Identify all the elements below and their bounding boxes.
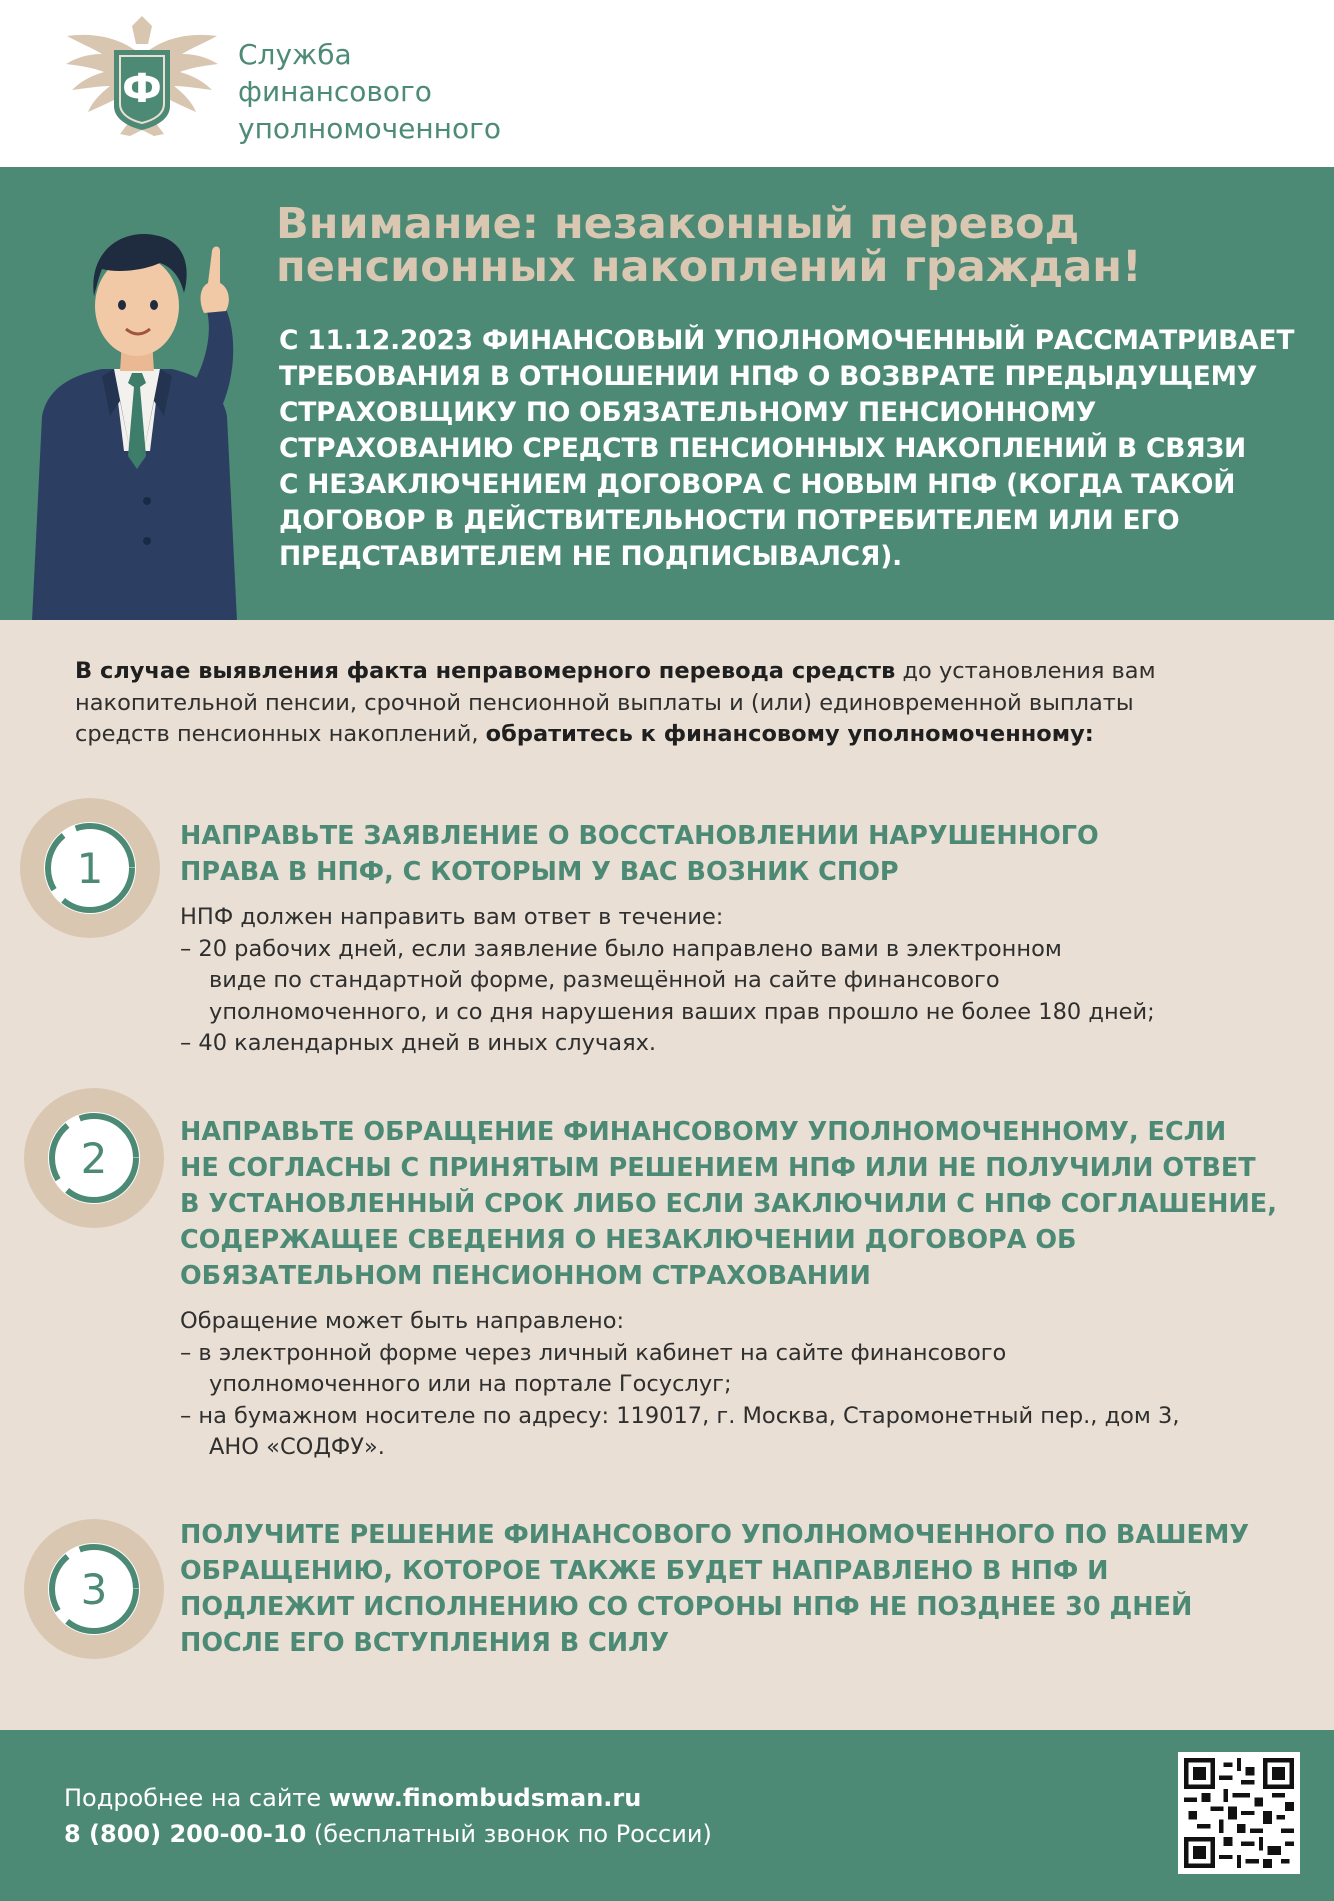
hero-title-line: Внимание: незаконный перевод xyxy=(276,199,1080,249)
brand-name xyxy=(238,36,501,147)
step-title-line: ПОСЛЕ ЕГО ВСТУПЛЕНИЯ В СИЛУ xyxy=(180,1628,669,1658)
svg-text:Ф: Ф xyxy=(122,66,162,112)
step-title xyxy=(180,1517,1249,1661)
phone-note: (бесплатный звонок по России) xyxy=(306,1820,712,1848)
hero-text-line: СТРАХОВАНИЮ СРЕДСТВ ПЕНСИОННЫХ НАКОПЛЕНИЙ В СВЯЗИ xyxy=(279,433,1247,464)
hero-title-line: пенсионных накоплений граждан! xyxy=(276,242,1142,292)
footer-more-label: Подробнее на сайте xyxy=(64,1784,329,1812)
brand-line: уполномоченного xyxy=(238,112,501,145)
hero-text xyxy=(279,323,1299,575)
intro-text: до установления вам xyxy=(895,658,1156,684)
intro-bold: В случае выявления факта неправомерного перевода средств xyxy=(75,658,896,684)
step-title-line: СОДЕРЖАЩЕЕ СВЕДЕНИЯ О НЕЗАКЛЮЧЕНИИ ДОГОВОРА ОБ xyxy=(180,1225,1077,1255)
step-title xyxy=(180,1114,1277,1294)
hero-title xyxy=(276,199,1276,292)
step-body-line: уполномоченного, и со дня нарушения ваших прав прошло не более 180 дней; xyxy=(209,998,1155,1025)
step-title-line: НАПРАВЬТЕ ЗАЯВЛЕНИЕ О ВОССТАНОВЛЕНИИ НАРУШЕННОГО xyxy=(180,821,1099,851)
hero-text-line: ПРЕДСТАВИТЕЛЕМ НЕ ПОДПИСЫВАЛСЯ). xyxy=(279,541,903,572)
hero-text-line: С 11.12.2023 ФИНАНСОВЫЙ УПОЛНОМОЧЕННЫЙ РАССМАТРИВАЕТ xyxy=(279,325,1295,356)
step-title-line: НЕ СОГЛАСНЫ С ПРИНЯТЫМ РЕШЕНИЕМ НПФ ИЛИ НЕ ПОЛУЧИЛИ ОТВЕТ xyxy=(180,1153,1256,1183)
hero-text-line: ДОГОВОР В ДЕЙСТВИТЕЛЬНОСТИ ПОТРЕБИТЕЛЕМ ИЛИ ЕГО xyxy=(279,505,1180,536)
step-body xyxy=(180,902,1155,1060)
step-title xyxy=(180,818,1099,890)
hero-text-line: ТРЕБОВАНИЯ В ОТНОШЕНИИ НПФ О ВОЗВРАТЕ ПРЕДЫДУЩЕМУ xyxy=(279,361,1258,392)
intro-text: средств пенсионных накоплений, xyxy=(75,721,486,747)
footer xyxy=(0,1730,1334,1901)
step-title-line: ПРАВА В НПФ, С КОТОРЫМ У ВАС ВОЗНИК СПОР xyxy=(180,857,899,887)
step-body xyxy=(180,1306,1180,1464)
brand-line: финансового xyxy=(238,75,432,108)
step-title-line: ПОЛУЧИТЕ РЕШЕНИЕ ФИНАНСОВОГО УПОЛНОМОЧЕННОГО ПО ВАШЕМУ xyxy=(180,1520,1250,1550)
hero-banner xyxy=(0,167,1334,620)
step-body-line: – 20 рабочих дней, если заявление было направлено вами в электронном xyxy=(180,935,1062,962)
eagle-shield-logo-icon xyxy=(62,14,222,154)
header xyxy=(0,0,1334,167)
step-number: 3 xyxy=(80,1565,108,1614)
step-title-line: ОБРАЩЕНИЮ, КОТОРОЕ ТАКЖЕ БУДЕТ НАПРАВЛЕНО В НПФ И xyxy=(180,1556,1109,1586)
footer-contacts xyxy=(64,1780,712,1852)
hero-text-line: С НЕЗАКЛЮЧЕНИЕМ ДОГОВОРА С НОВЫМ НПФ (КОГДА ТАКОЙ xyxy=(279,469,1236,500)
step-title-line: ОБЯЗАТЕЛЬНОМ ПЕНСИОННОМ СТРАХОВАНИИ xyxy=(180,1261,871,1291)
intro-bold: обратитесь к финансовому уполномоченному: xyxy=(485,721,1094,747)
businessman-illustration-icon xyxy=(22,201,252,620)
intro-paragraph xyxy=(75,656,1305,751)
step-body-line: НПФ должен направить вам ответ в течение: xyxy=(180,904,724,930)
step-body-line: виде по стандартной форме, размещённой на сайте финансового xyxy=(209,967,1000,993)
step-body-line: – на бумажном носителе по адресу: 119017, г. Москва, Старомонетный пер., дом 3, xyxy=(180,1402,1180,1429)
step-title-line: НАПРАВЬТЕ ОБРАЩЕНИЕ ФИНАНСОВОМУ УПОЛНОМОЧЕННОМУ, ЕСЛИ xyxy=(180,1117,1227,1147)
step-body-line: АНО «СОДФУ». xyxy=(209,1434,385,1460)
step-number-circle-icon xyxy=(23,1518,165,1660)
qr-code-icon[interactable] xyxy=(1178,1752,1300,1874)
website-link[interactable]: www.finombudsman.ru xyxy=(328,1784,642,1812)
step-title-line: ПОДЛЕЖИТ ИСПОЛНЕНИЮ СО СТОРОНЫ НПФ НЕ ПОЗДНЕЕ 30 ДНЕЙ xyxy=(180,1592,1193,1622)
step-body-line: уполномоченного или на портале Госуслуг; xyxy=(209,1371,732,1397)
phone-number[interactable]: 8 (800) 200-00-10 xyxy=(64,1820,307,1848)
step-body-line: – 40 календарных дней в иных случаях. xyxy=(180,1030,657,1056)
step-body-line: – в электронной форме через личный кабинет на сайте финансового xyxy=(180,1339,1007,1366)
intro-text: накопительной пенсии, срочной пенсионной выплаты и (или) единовременной выплаты xyxy=(75,689,1134,716)
hero-text-line: СТРАХОВЩИКУ ПО ОБЯЗАТЕЛЬНОМУ ПЕНСИОННОМУ xyxy=(279,397,1097,428)
brand-line: Служба xyxy=(238,38,352,71)
step-title-line: В УСТАНОВЛЕННЫЙ СРОК ЛИБО ЕСЛИ ЗАКЛЮЧИЛИ С НПФ СОГЛАШЕНИЕ, xyxy=(180,1189,1277,1219)
step-number: 2 xyxy=(80,1134,108,1183)
step-number-circle-icon xyxy=(19,797,161,939)
step-number-circle-icon xyxy=(23,1087,165,1229)
step-body-line: Обращение может быть направлено: xyxy=(180,1308,625,1334)
step-number: 1 xyxy=(76,844,104,893)
